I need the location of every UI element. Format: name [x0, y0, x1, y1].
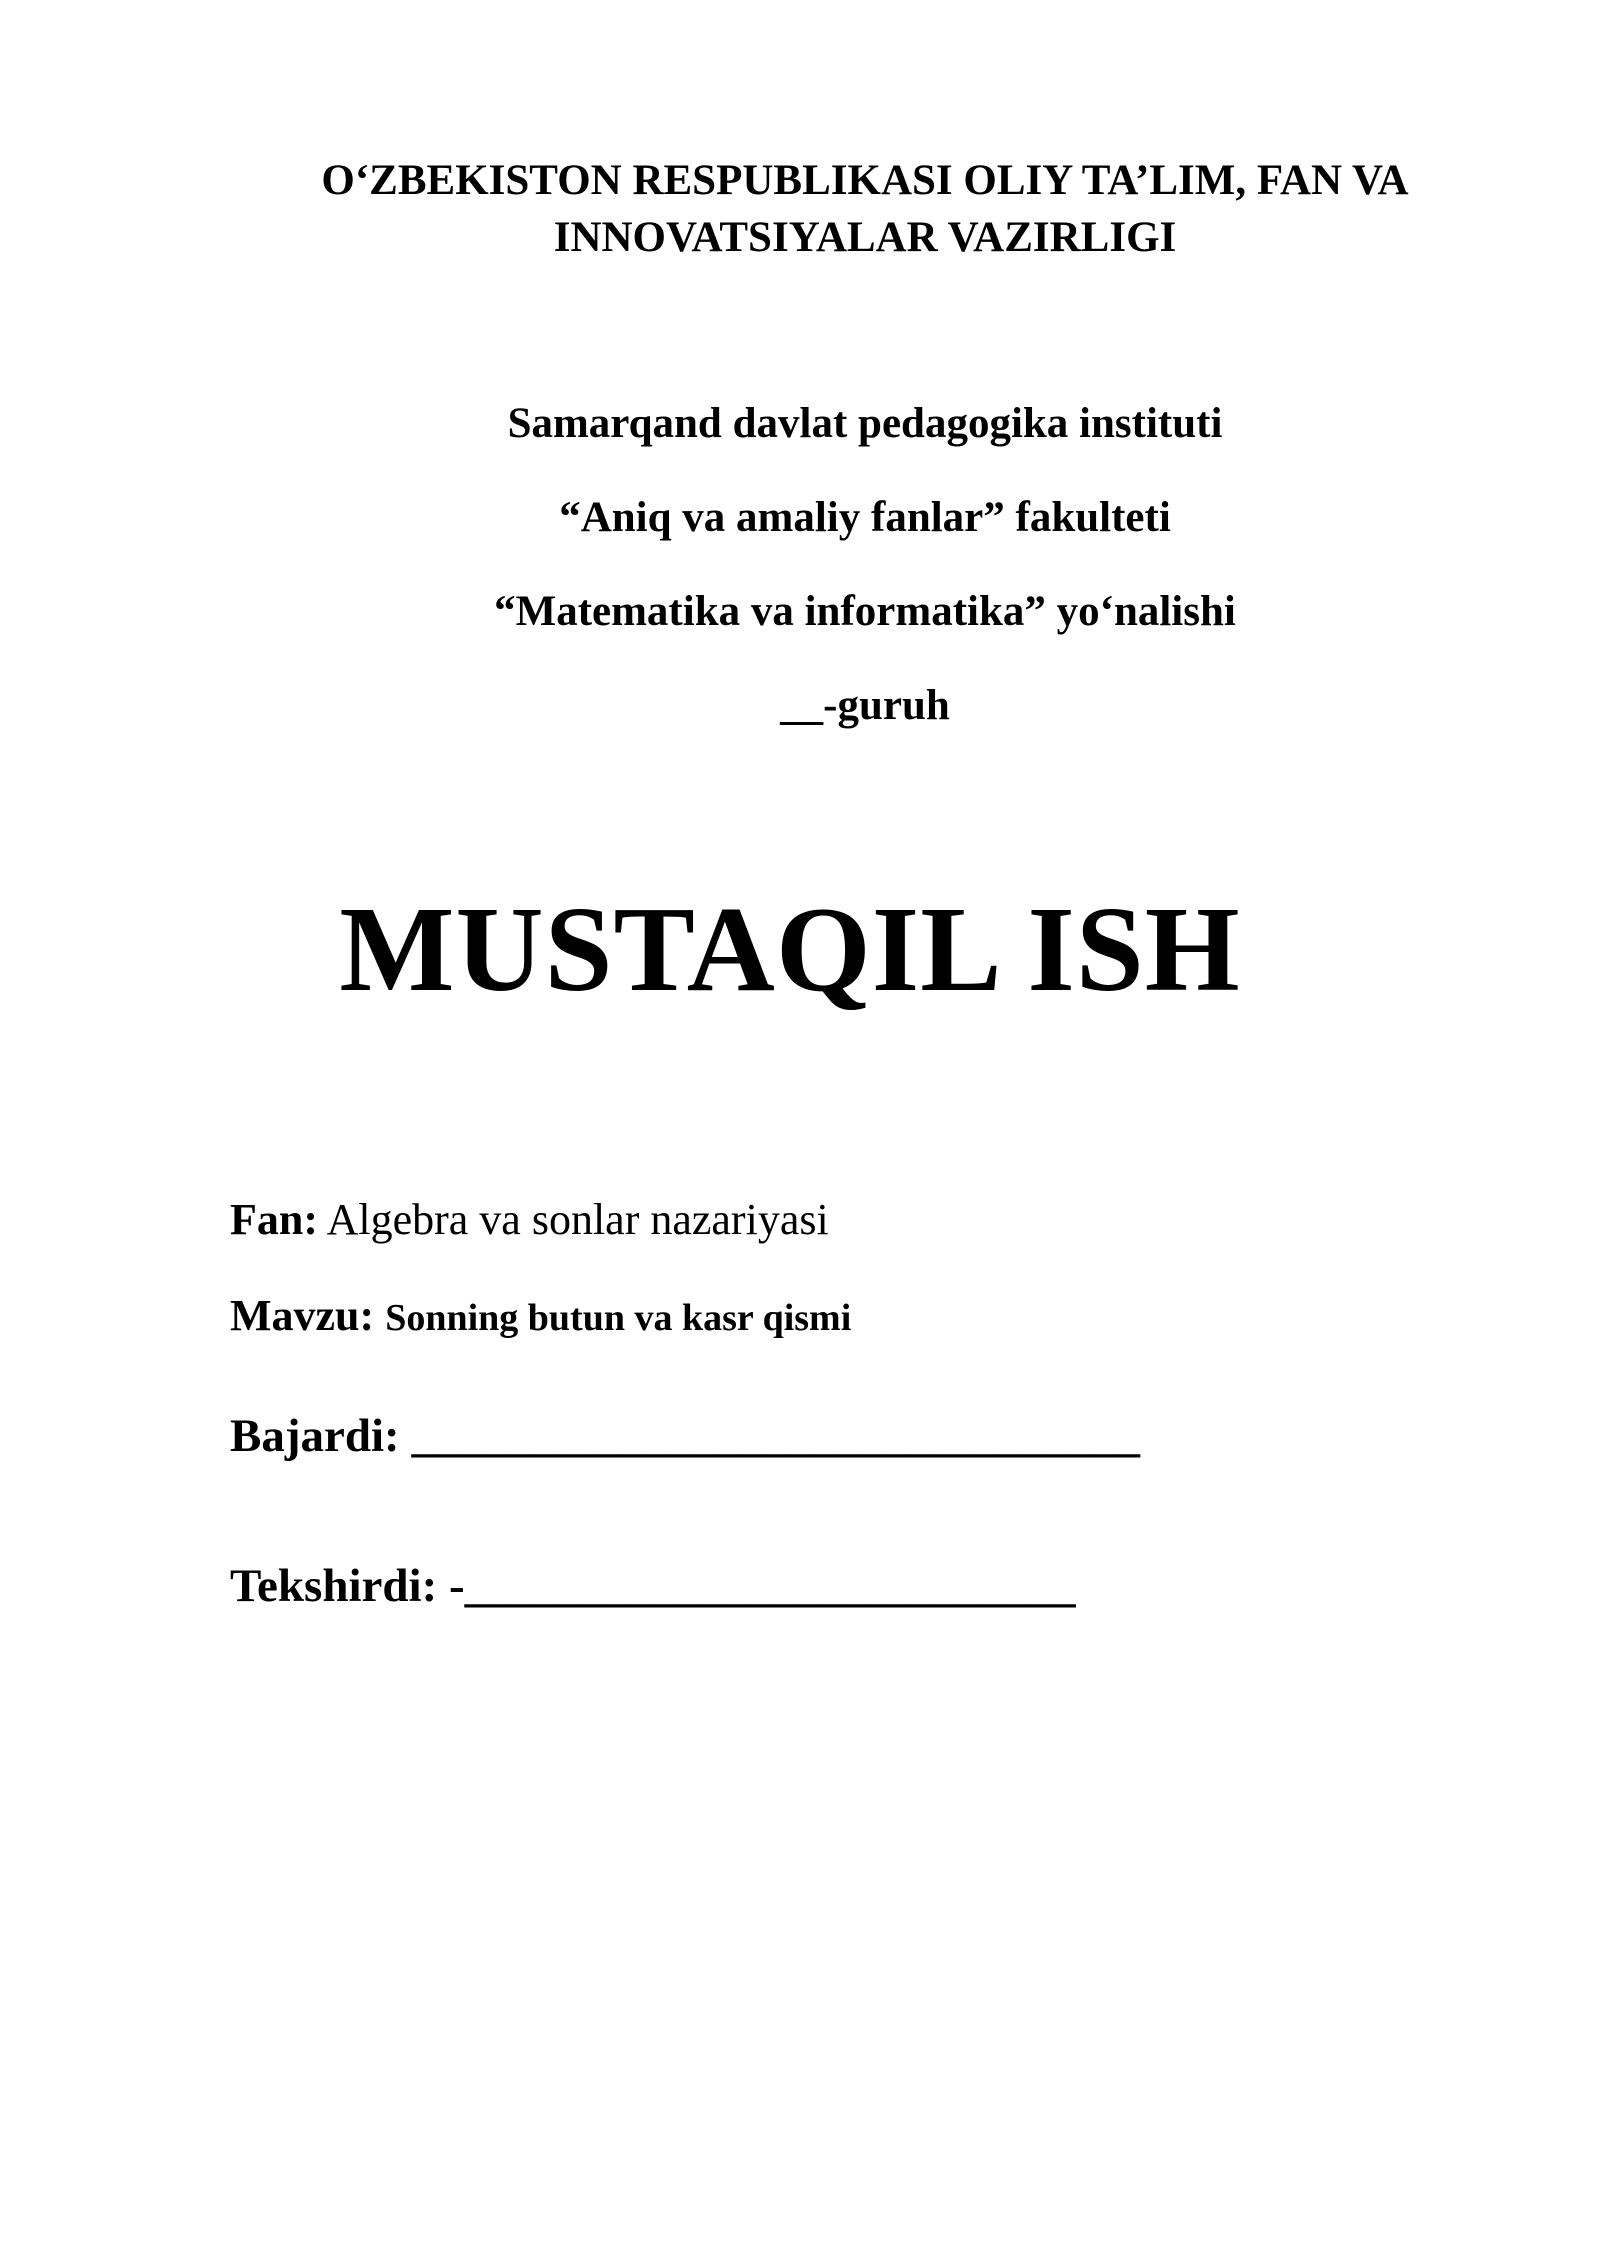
direction-name: “Matematika va informatika” yo‘nalishi: [494, 588, 1236, 635]
checked-by-blank: -__________________________: [448, 1560, 1076, 1612]
checked-by-field: [230, 1556, 1076, 1616]
group-label: __-guruh: [780, 682, 950, 729]
topic-field: [230, 1288, 851, 1346]
performed-by-label: Bajardi:: [230, 1410, 400, 1462]
topic-value: Sonning butun va kasr qismi: [385, 1297, 852, 1339]
topic-label: Mavzu:: [230, 1291, 375, 1340]
ministry-line-2: INNOVATSIYALAR VAZIRLIGI: [553, 214, 1177, 261]
performed-by-field: [230, 1406, 1140, 1466]
subject-value: Algebra va sonlar nazariyasi: [326, 1195, 829, 1244]
performed-by-blank: _______________________________: [411, 1410, 1140, 1462]
subject-field: [230, 1192, 829, 1248]
ministry-header: [200, 152, 1530, 266]
ministry-line-1: O‘ZBEKISTON RESPUBLIKASI OLIY TA’LIM, FAN VA: [321, 157, 1409, 204]
document-title: MUSTAQIL ISH: [339, 882, 1241, 1017]
faculty-name: “Aniq va amaliy fanlar” fakulteti: [559, 494, 1171, 541]
checked-by-label: Tekshirdi:: [230, 1560, 438, 1612]
subject-label: Fan:: [230, 1195, 318, 1244]
institution-name: Samarqand davlat pedagogika instituti: [507, 400, 1223, 447]
